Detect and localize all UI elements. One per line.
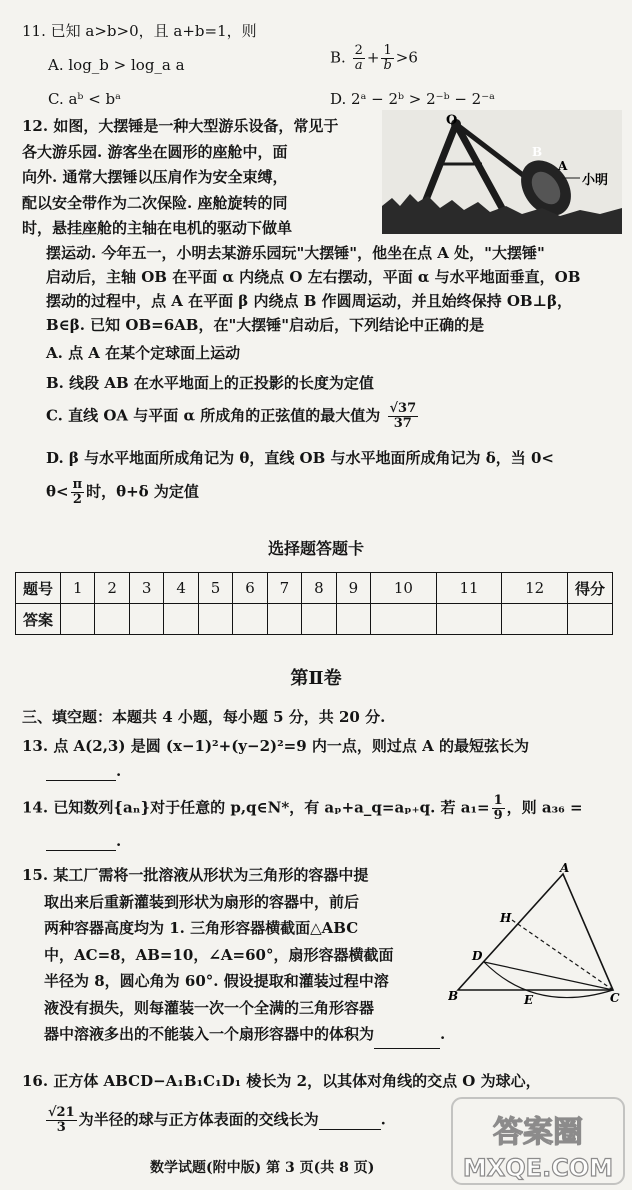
q16-line2: $\frac{√21}{3}$ 为半径的球与正方体表面的交线长为 . xyxy=(48,1105,386,1135)
answer-cell[interactable] xyxy=(233,604,267,635)
q13-text: 13. 点 A(2,3) 是圆 (x−1)²+(y−2)²=9 内一点，则过点 A 的最短弦长为 xyxy=(22,737,529,755)
answer-card-row-numbers xyxy=(16,573,613,604)
part-2-title: 第Ⅱ卷 xyxy=(290,668,342,689)
answer-card-title: 选择题答题卡 xyxy=(267,539,364,558)
q11-option-c: C. aᵇ < bᵃ xyxy=(48,90,121,108)
sector-arc-de xyxy=(484,962,613,998)
q12-stem-wrapped: 12. 如图，大摆锤是一种大型游乐设备，常见于 各大游乐园. 游客坐在圆形的座舱中，面 向外. 通常大摆锤以压肩作为安全束缚， 配以安全带作为二次保险. 座舱旋转的同 时，悬挂座舱的主轴在电机的驱动下做单 xyxy=(22,117,339,237)
answer-cell[interactable] xyxy=(371,604,437,635)
q11-frac-1: $\frac{2}{a}$ xyxy=(354,43,363,73)
q11-option-d: D. 2ᵃ − 2ᵇ > 2⁻ᵇ − 2⁻ᵃ xyxy=(330,90,495,108)
q14-text: 14. 已知数列{aₙ}对于任意的 p,q∈N*，有 aₚ+a_q=aₚ₊q. 若 a₁= $\frac{1}{9}$ ，则 a₃₆ = xyxy=(22,793,583,823)
cell-answer-header: 答案 xyxy=(16,604,61,635)
label-e: E xyxy=(524,993,534,1007)
cell-number: 6 xyxy=(233,573,267,604)
cell-number: 5 xyxy=(198,573,232,604)
answer-cell[interactable] xyxy=(302,604,336,635)
q12-option-d-line2: θ< $\frac{\pi}{2}$ 时，θ+δ 为定值 xyxy=(46,477,199,507)
answer-cell[interactable] xyxy=(61,604,95,635)
q12-option-c: C. 直线 OA 与平面 α 所成角的正弦值的最大值为 $\frac{√37}{37}$ xyxy=(46,401,417,431)
cell-number: 8 xyxy=(302,573,336,604)
cell-number: 10 xyxy=(371,573,437,604)
page-footer: 数学试题(附中版) 第 3 页(共 8 页) xyxy=(150,1160,375,1176)
cell-number: 9 xyxy=(336,573,370,604)
q12-option-b: B. 线段 AB 在水平地面上的正投影的长度为定值 xyxy=(46,374,374,392)
answer-cell[interactable] xyxy=(164,604,198,635)
q11-stem: 11. 已知 a>b>0，且 a+b=1，则 xyxy=(22,22,257,40)
answer-card-table xyxy=(15,572,613,635)
label-o: O xyxy=(446,113,458,128)
cell-number: 2 xyxy=(95,573,129,604)
answer-cell[interactable] xyxy=(95,604,129,635)
answer-cell[interactable] xyxy=(436,604,502,635)
q12-stem-full: 摆运动. 今年五一，小明去某游乐园玩"大摆锤"，他坐在点 A 处，"大摆锤" 启动后，主轴 OB 在平面 α 内绕点 O 左右摆动，平面 α 与水平地面垂直，OB 摆动的过程中，点 A 在平面 β 内绕点 B 作圆周运动，并且始终保持 OB⊥β， B∈β. 已知 OB=6AB，在"大摆锤"启动后，下列结论中正确的是 xyxy=(46,244,581,334)
cell-question-no-header: 题号 xyxy=(16,573,61,604)
q16-frac-sqrt21: $\frac{√21}{3}$ xyxy=(48,1105,75,1135)
q11-frac-2: $\frac{1}{b}$ xyxy=(383,43,392,73)
q12-frac-sqrt37: $\frac{√37}{37}$ xyxy=(389,401,417,431)
cell-number: 4 xyxy=(164,573,198,604)
q16-line1: 16. 正方体 ABCD−A₁B₁C₁D₁ 棱长为 2，以其体对角线的交点 O 为球心， xyxy=(22,1072,541,1090)
q11-option-b: B. $\frac{2}{a}$ + $\frac{1}{b}$ >6 xyxy=(330,43,418,73)
q14-answer-line: . xyxy=(46,832,121,851)
watermark-domain: MXQE.COM xyxy=(462,1154,614,1182)
label-c: C xyxy=(610,991,620,1005)
triangle-sector-figure xyxy=(448,862,624,1012)
label-a: A xyxy=(558,159,568,173)
q15-blank[interactable] xyxy=(374,1021,440,1049)
section-3-heading: 三、填空题：本题共 4 小题，每小题 5 分，共 20 分. xyxy=(22,708,386,726)
answer-cell[interactable] xyxy=(502,604,568,635)
watermark-logo xyxy=(446,1092,630,1190)
cell-score-header: 得分 xyxy=(568,573,613,604)
answer-cell[interactable] xyxy=(336,604,370,635)
cell-number: 1 xyxy=(61,573,95,604)
q11-option-a: A. log_b > log_a a xyxy=(48,56,185,74)
q16-blank[interactable] xyxy=(319,1111,381,1130)
cell-number: 3 xyxy=(129,573,163,604)
label-xiaoming: 小明 xyxy=(582,173,609,188)
cell-number: 12 xyxy=(502,573,568,604)
q14-blank[interactable] xyxy=(46,832,116,851)
q14-frac: $\frac{1}{9}$ xyxy=(493,793,503,823)
cell-number: 7 xyxy=(267,573,301,604)
q12-option-d-line1: D. β 与水平地面所成角记为 θ，直线 OB 与水平地面所成角记为 δ，当 0< xyxy=(46,449,554,467)
answer-cell[interactable] xyxy=(267,604,301,635)
score-cell[interactable] xyxy=(568,604,613,635)
q12-option-a: A. 点 A 在某个定球面上运动 xyxy=(46,344,241,362)
q13-blank[interactable] xyxy=(46,762,116,781)
label-a: A xyxy=(560,862,570,875)
answer-card-row-answers xyxy=(16,604,613,635)
label-d: D xyxy=(472,949,483,963)
answer-cell[interactable] xyxy=(198,604,232,635)
label-h: H xyxy=(500,911,512,925)
label-b: B xyxy=(448,989,459,1003)
watermark-brand: 答案圈 xyxy=(493,1115,583,1150)
cell-number: 11 xyxy=(436,573,502,604)
q15-stem: 15. 某工厂需将一批溶液从形状为三角形的容器中提 取出来后重新灌装到形状为扇形的容器中，前后 两种容器高度均为 1. 三角形容器横截面△ABC 中，AC=8，AB=10，∠A=60°，扇形容器横截面 半径为 8，圆心角为 60°. 假设提取和灌装过程中溶 液没有损失，则每灌装一次一个全满的三角形容器 器中溶液多出的不能装入一个扇形容器中的体积为 . xyxy=(22,862,445,1049)
pendulum-ride-figure xyxy=(382,110,622,234)
q13-answer-line: . xyxy=(46,762,121,781)
label-b: B xyxy=(532,145,543,159)
q12-frac-pi: $\frac{\pi}{2}$ xyxy=(72,477,83,507)
answer-cell[interactable] xyxy=(129,604,163,635)
